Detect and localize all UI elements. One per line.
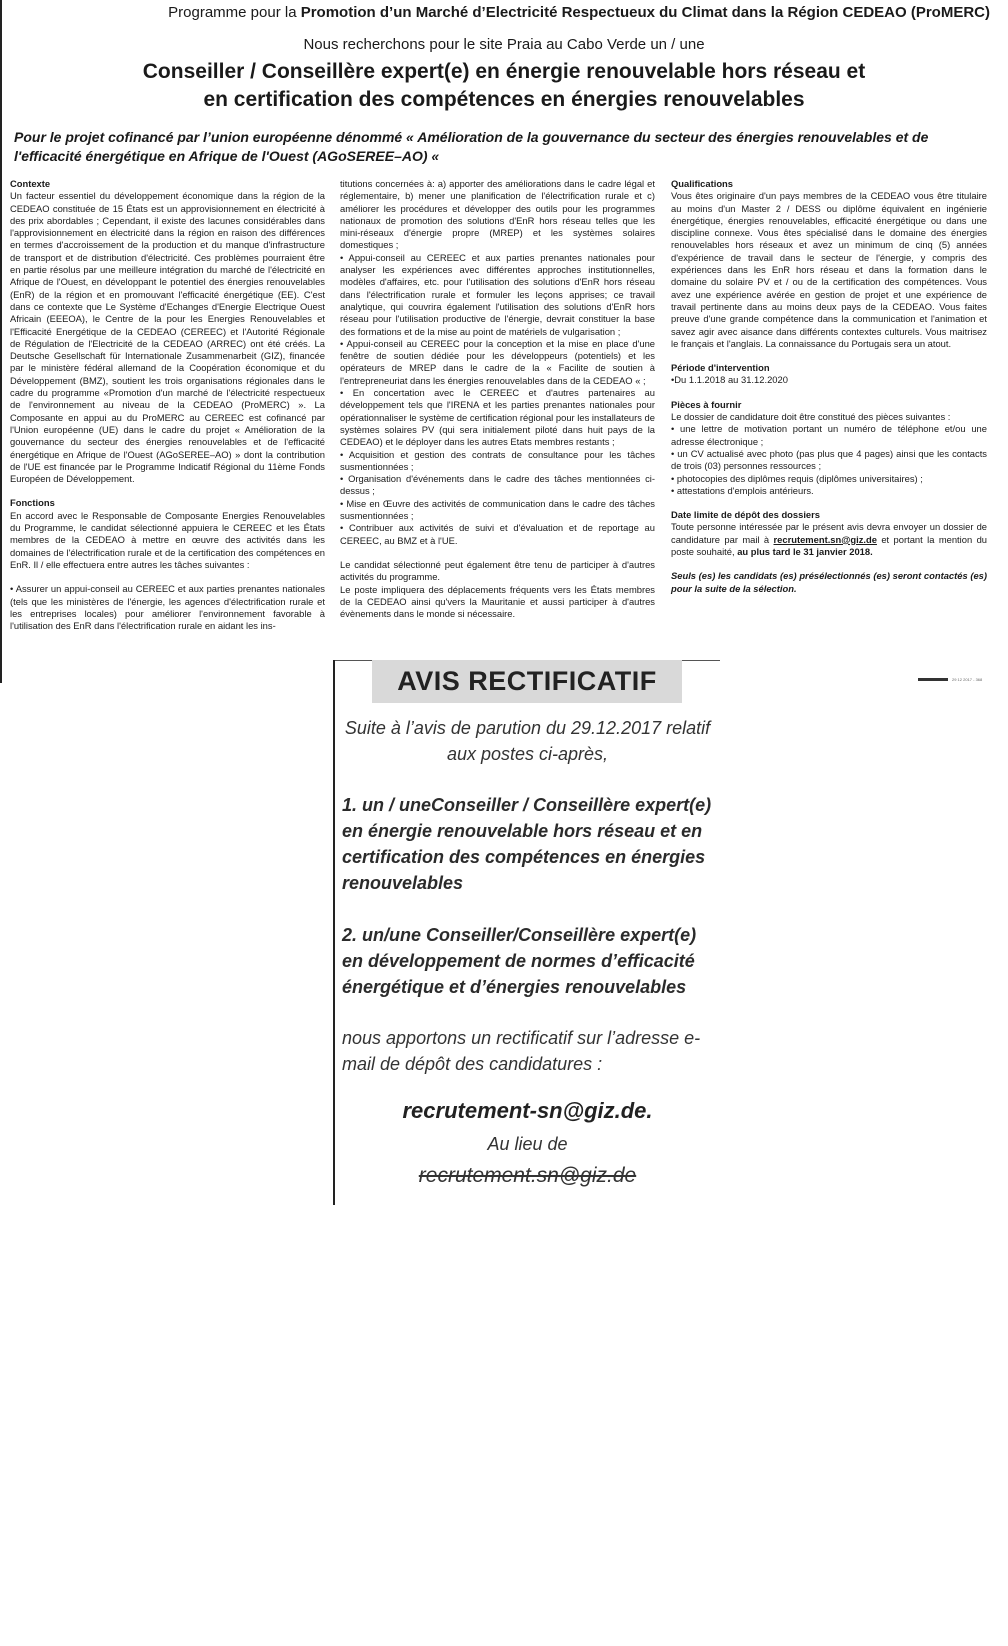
au-lieu-de: Au lieu de [487,1134,568,1154]
page-marker-bar [918,678,948,681]
avis-note: nous apportons un rectificatif sur l’adresse e-mail de dépôt des candidatures : [342,1028,701,1074]
deadline-email-link[interactable]: recrutement.sn@giz.de [773,533,877,545]
pieces-text: Le dossier de candidature doit être constitué des pièces suivantes : [671,411,951,423]
task-bullet-2: • Appui-conseil au CEREEC et aux parties prenantes nationales pour analyser les expériences avec différentes approches institutionnelles, modèles d'affaires, etc. pour l'utilisation des solutions d'EnR hors réseau dans l'électrification rurale et formuler les leçons apprises; ce travail analytique, qui couvrira également l'utilisation des solutions d'EnR hors réseau pour l'utilisation productive de l'énergie, devrait constituer la base des formations et de la mise au point de matériels de vulgarisation ; [340,251,655,337]
job-title-line-1: Conseiller / Conseillère expert(e) en énergie renouvelable hors réseau et [142,60,866,83]
program-name: Promotion d’un Marché d’Electricité Respectueux du Climat dans la Région CEDEAO (ProMERC) [300,4,990,21]
column-1 [10,178,325,632]
pieces-bullet-2: • un CV actualisé avec photo (pas plus que 4 pages) ainsi que les contacts de trois (03) personnes ressources ; [671,447,987,472]
deadline-date: au plus tard le 31 janvier 2018. [737,546,873,558]
avis-title: AVIS RECTIFICATIF [397,666,657,696]
task-bullet-3: • Appui-conseil au CEREEC pour la conception et la mise en place d'une fenêtre de soutien dédiée pour les développeurs (potentiels) et les opérateurs de MREP dans le cadre de la « Facilite de soutien à l'entrepreneuriat dans les énergies renouvelables dans de la CEDEAO « ; [340,337,655,386]
periode-text: •Du 1.1.2018 au 31.12.2020 [671,374,788,386]
periode-heading: Période d'intervention [671,362,770,374]
task-bullet-4: • En concertation avec le CEREEC et d'autres partenaires au développement tels que l'IRENA et les parties prenantes nationales pour opérationnaliser le système de certification régional pour les installateurs de systèmes solaires PV (qui sera initialement piloté dans huit pays de la CEDEAO) et le déployer dans les autres Etats membres restants ; [340,387,655,448]
page-marker [918,677,988,682]
travel-text: Le poste impliquera des déplacements fréquents vers les États membres de la CEDEAO ainsi qu'vers la Mauritanie et aussi participer à d'autres évènements dans le monde si nécessaire. [340,583,655,620]
avis-title-box [372,660,682,703]
avis-left-rule [333,660,335,1205]
contexte-text: Un facteur essentiel du développement économique dans la région de la CEDEAO constituée de 15 États est un approvisionnement en électricité à des prix abordables ; Cependant, il existe des lacunes considérables dans l'approvisionnement en électricité dans la région en raison des différences en termes d'accroissement de la production et du manque d'infrastructure de transport et de distribution d'électricité. Ces problèmes pourraient être en partie résolus par une meilleure intégration du marché de l'électricité en Afrique de l'Ouest, en développant le potentiel des énergies renouvelables (EnR) de la région et en promouvant l'efficacité énergétique (EE). C'est dans ce contexte que Le Système d'Echanges d'Energie Electrique Ouest Africain (EEEOA), le Centre de la pour les Energies Renouvelables et l'Efficacité Energétique de la CEDEAO (CEREEC) et l'Autorité Régionale de Régulation de l'Electricité de la CEDEAO (ARREC) ont été créés. La Deutsche Gesellschaft für Internationale Zusammenarbeit (GIZ), financée par le ministère fédéral allemand de la Coopération économique et du Développement (BMZ), soutient les trois organisations régionales dans le cadre du programme «Promotion d'un marché de l'électricité respectueux de l'environnement au niveau de la CEDEAO (ProMERC) ». La Composante en appui au du ProMERC au CEREEC est cofinancé par l'Union européenne (UE) dans le cadre du projet « Amélioration de la gouvernance du secteur des énergies renouvelables et de l'efficacité énergétique en Afrique de l'Ouest (AGoSEREE–AO) » dont la contribution de l'UE est financée par le Programme Indicatif Régional du 11ème Fonds Européen de Développement. [10,190,325,485]
tasks-continued: titutions concernées à: a) apporter des améliorations dans le cadre légal et réglementaire, b) mener une planification de l'électrification rurale et c) améliorer les procédures et développer des outils pour les programmes nationaux de promotion des solutions d'EnR hors réseau telles que les mini-réseaux d'énergie propre (MREP) et les systèmes solaires domestiques ; [340,178,655,251]
job-title-line-2: en certification des compétences en énergies renouvelables [203,88,805,111]
program-line [0,4,990,21]
program-prefix: Programme pour la [168,4,301,21]
deadline-text-part-1: Toute personne intéressée par le présent avis devra envoyer un dossier de candidature par mail à [671,521,987,545]
selection-note: Seuls (es) les candidats (es) présélectionnés (es) seront contactés (es) pour la suite de la sélection. [671,570,987,594]
avis-item-2: 2. un/une Conseiller/Conseillère expert(e) en développement de normes d’efficacité énergétique et d’énergies renouvelables [342,925,697,997]
column-2 [340,178,655,620]
deadline-text [671,521,987,558]
pieces-bullet-1: • une lettre de motivation portant un numéro de téléphone et/ou une adresse électronique ; [671,423,987,447]
left-rule [0,0,2,683]
other-activities-text: Le candidat sélectionné peut également être tenu de participer à d'autres activités du programme. [340,558,655,583]
task-bullet-8: • Contribuer aux activités de suivi et d'évaluation et de reportage au CEREEC, au BMZ et à l'UE. [340,522,655,546]
qualifications-heading: Qualifications [671,178,733,189]
pieces-bullet-4: • attestations d'emplois antérieurs. [671,484,814,496]
qualifications-text: Vous êtes originaire d'un pays membres de la CEDEAO vous être titulaire au moins d'un Master 2 / DESS ou diplôme équivalent en ingénierie énergétique, énergies renouvelables, efficacité énergétique ou dans une discipline connexe. Vous êtes spécialisé dans le domaine des énergies renouvelables hors réseaux et avez un minimum de cinq (5) années d'expérience de travail dans le secteur de l'énergie, y compris des expériences dans les EnR hors réseau et dans la formation dans le domaine du solaire PV et / ou de la certification des compétences. Vous avez une expérience avérée en gestion de projet et une expérience de travail pertinente dans au moins deux pays de la CEDEAO. Vous faites preuve d'une grande compétence dans la communication et l'animation et savez agir avec aisance dans différents contextes culturels. Vous maitrisez le français et l'anglais. La connaissance du Portugais sera un atout. [671,190,987,349]
fonctions-bullet-1: • Assurer un appui-conseil au CEREEC et aux parties prenantes nationales (tels que les ministères de l'énergie, les agences d'électrification rurale et les entreprises locales) pour améliorer l'environnement favorable à l'utilisation des EnR dans l'électrification rurale en aidant les ins- [10,583,325,632]
new-email[interactable]: recrutement-sn@giz.de. [402,1098,653,1123]
task-bullet-5: • Acquisition et gestion des contrats de consultance pour les tâches susmentionnées ; [340,448,655,472]
contexte-heading: Contexte [10,178,51,189]
job-title [60,58,948,114]
deadline-heading: Date limite de dépôt des dossiers [671,509,821,521]
pieces-heading: Pièces à fournir [671,398,742,410]
project-subtitle: Pour le projet cofinancé par l’union européenne dénommé « Amélioration de la gouvernance du secteur des énergies renouvelables et de l'efficacité énergétique en Afrique de l'Ouest (AGoSEREE–AO) « [14,129,929,164]
recherche-line: Nous recherchons pour le site Praia au Cabo Verde un / une [303,36,705,53]
task-bullet-7: • Mise en Œuvre des activités de communication dans le cadre des tâches susmentionnées ; [340,497,655,522]
old-email-strikethrough: recrutement.sn@giz.de [418,1164,637,1187]
column-3 [671,178,987,595]
avis-item-1: 1. un / uneConseiller / Conseillère expert(e) en énergie renouvelable hors réseau et en certification des compétences en énergies renouvelables [342,795,712,893]
task-bullet-6: • Organisation d'événements dans le cadre des tâches mentionnées ci-dessus ; [340,473,655,497]
avis-intro: Suite à l’avis de parution du 29.12.2017 relatif aux postes ci-après, [344,718,711,764]
page-marker-text: 29 12 2017 - 368 [952,677,983,682]
fonctions-heading: Fonctions [10,497,55,509]
deadline-text-part-2: et portant la mention du poste souhaité, [671,533,987,558]
pieces-bullet-3: • photocopies des diplômes requis (diplômes universitaires) ; [671,472,923,484]
fonctions-text: En accord avec le Responsable de Composante Energies Renouvelables du Programme, le candidat sélectionné appuiera le CEREEC et les États membres de la CEDEAO à mettre en œuvre des activités dans les domaines de l'électrification rurale et de la certification des compétences en EnR. Il / elle effectuera entre autres les tâches suivantes : [10,509,325,570]
